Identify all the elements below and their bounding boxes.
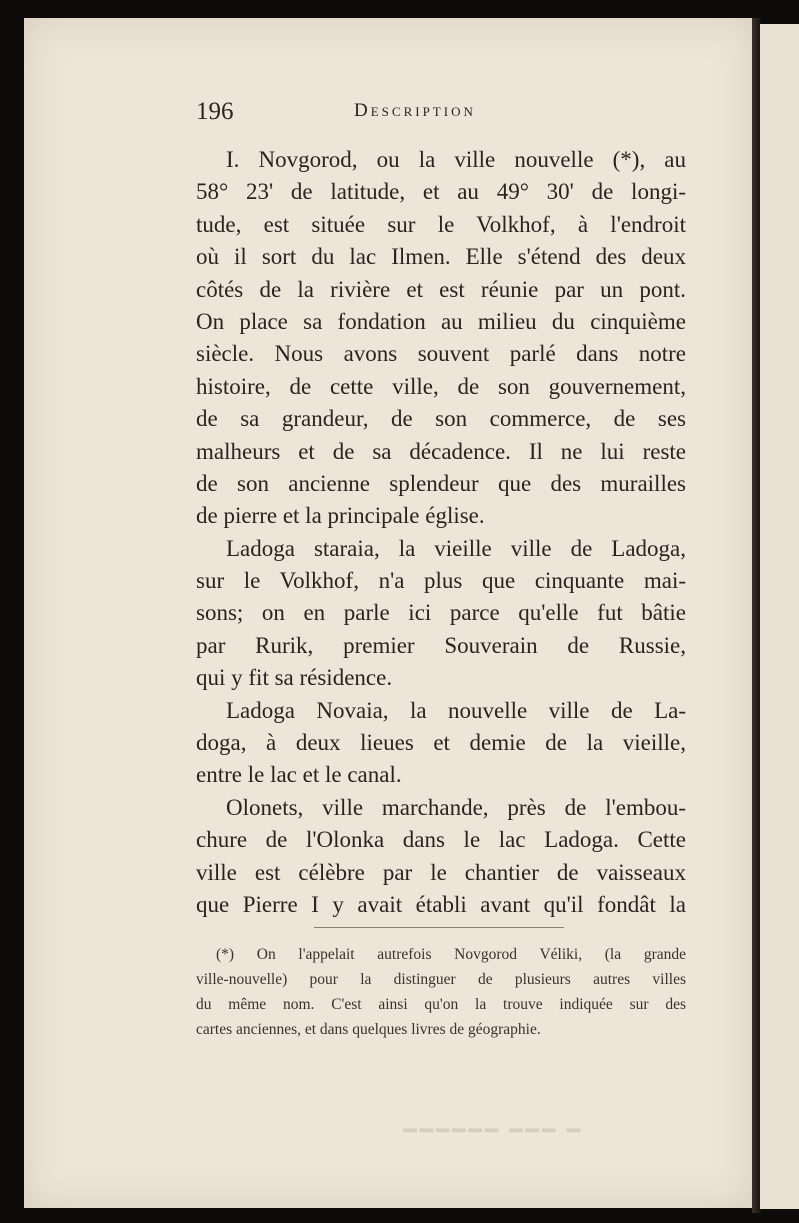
paragraph-novgorod bbox=[196, 144, 686, 533]
footnote-line: ville-nouvelle) pour la distinguer de plusieurs autres villes bbox=[196, 971, 686, 988]
text-line: On place sa fondation au milieu du cinquième bbox=[196, 308, 686, 334]
page-number: 196 bbox=[196, 98, 234, 125]
text-line: tude, est située sur le Volkhof, à l'endroit bbox=[196, 211, 686, 237]
text-line: ville est célèbre par le chantier de vaisseaux bbox=[196, 859, 686, 885]
text-line: sons; on en parle ici parce qu'elle fut bâtie bbox=[196, 600, 686, 626]
text-line: côtés de la rivière et est réunie par un pont. bbox=[196, 276, 686, 302]
facing-page-edge bbox=[760, 24, 799, 1209]
footnote-rule bbox=[314, 927, 564, 928]
text-line: siècle. Nous avons souvent parlé dans notre bbox=[196, 341, 686, 367]
footnote-line: (*) On l'appelait autrefois Novgorod Véliki, (la grande bbox=[216, 946, 686, 963]
text-line: de sa grandeur, de son commerce, de ses bbox=[196, 406, 686, 432]
page-header bbox=[196, 98, 696, 128]
bleed-through-text: ━ ━━━ ━━━━━━ bbox=[400, 1118, 580, 1143]
text-line: malheurs et de sa décadence. Il ne lui reste bbox=[196, 438, 686, 464]
paragraph-olonets bbox=[196, 792, 686, 922]
text-line: de pierre et la principale église. bbox=[196, 503, 485, 529]
text-line: I. Novgorod, ou la ville nouvelle (*), au bbox=[226, 147, 686, 172]
paragraph-ladoga-novaia bbox=[196, 695, 686, 792]
text-line: chure de l'Olonka dans le lac Ladoga. Cette bbox=[196, 827, 686, 853]
footnote bbox=[196, 942, 686, 1042]
text-line: Olonets, ville marchande, près de l'embou- bbox=[226, 794, 686, 820]
text-line: Ladoga staraia, la vieille ville de Ladoga, bbox=[226, 535, 686, 561]
text-line: où il sort du lac Ilmen. Elle s'étend des deux bbox=[196, 244, 686, 270]
body-text bbox=[196, 144, 686, 921]
text-line: Ladoga Novaia, la nouvelle ville de La- bbox=[226, 697, 686, 723]
text-line: par Rurik, premier Souverain de Russie, bbox=[196, 632, 686, 658]
text-line: 58° 23' de latitude, et au 49° 30' de longi- bbox=[196, 179, 686, 205]
text-line: entre le lac et le canal. bbox=[196, 762, 402, 788]
footnote-line: cartes anciennes, et dans quelques livres de géographie. bbox=[196, 1021, 541, 1038]
text-line: que Pierre I y avait établi avant qu'il fondât la bbox=[196, 891, 686, 917]
text-line: sur le Volkhof, n'a plus que cinquante mai- bbox=[196, 568, 686, 594]
footnote-line: du même nom. C'est ainsi qu'on la trouve indiquée sur des bbox=[196, 996, 686, 1013]
text-line: doga, à deux lieues et demie de la vieille, bbox=[196, 730, 686, 756]
running-head: Description bbox=[354, 100, 476, 121]
text-line: histoire, de cette ville, de son gouvernement, bbox=[196, 373, 686, 399]
text-line: qui y fit sa résidence. bbox=[196, 665, 393, 691]
paragraph-ladoga-staraia bbox=[196, 533, 686, 695]
text-line: de son ancienne splendeur que des murailles bbox=[196, 470, 686, 496]
